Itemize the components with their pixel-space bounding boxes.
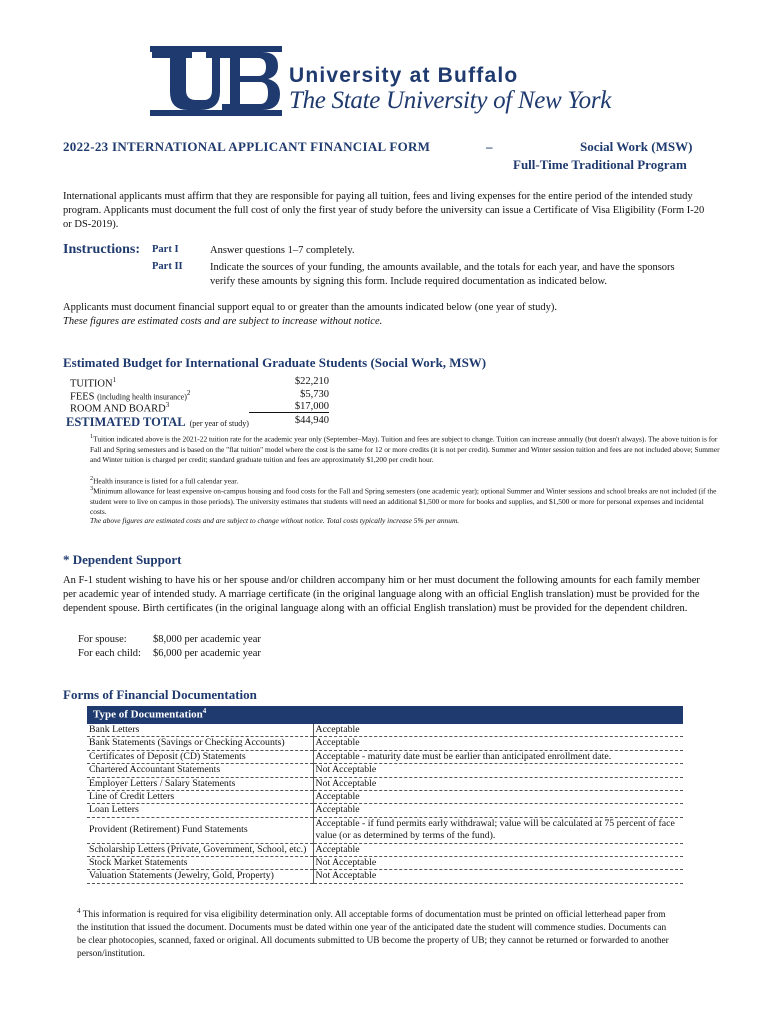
docs-table (87, 706, 683, 884)
fees-sup: 2 (186, 389, 191, 397)
table-row (87, 750, 683, 763)
docs-footnote (77, 905, 677, 961)
fees-amount: $5,730 (300, 389, 329, 400)
tuition-amount: $22,210 (294, 376, 329, 387)
docs-col-sup: 4 (202, 707, 207, 715)
table-row (87, 724, 683, 737)
part2-label: Part II (152, 261, 183, 272)
child-label: For each child: (78, 648, 141, 659)
requirement-text (63, 301, 713, 329)
fn2-text: Health insurance is listed for a full calendar year. (93, 476, 239, 486)
tuition-sup: 1 (112, 376, 117, 384)
room-amount: $17,000 (249, 401, 329, 413)
tuition-label (70, 376, 116, 390)
spouse-label: For spouse: (78, 634, 127, 645)
dependent-text: An F-1 student wishing to have his or her spouse and/or children accompany him or her must document the following amounts for each family member per academic year of intended study. A marriage certificate (in the original language along with an official English translation) must be provided for the dependent spouse. Birth certificates (in the original language along with an official English translation) must be provided for the dependent children. (63, 575, 700, 614)
docs-table-header (87, 706, 683, 724)
doc-type: Loan Letters (87, 804, 313, 817)
intro-paragraph: International applicants must affirm that they are responsible for paying all tuition, fees and living expenses for the entire period of the intended study program. Applicants must document the full cost of only the first year of study before the university can issue a Certificate of Visa Eligibility (Form I-20 or DS-2019). (63, 191, 705, 230)
table-row (87, 804, 683, 817)
requirement-line1: Applicants must document financial support equal to or greater than the amounts indicated below (one year of study). (63, 302, 557, 313)
fn3-text: Minimum allowance for least expensive on-campus housing and food costs for the Fall and Spring semesters (one academic year); optional Summer and Winter sessions and school breaks are not included (if the student were to live on campus in those periods). The university estimates that students will need an additional $1,500 or more for books and supplies, and $1,500 or more for personal expenses and incidental costs. (90, 486, 717, 517)
docs-fn-sup: 4 (77, 907, 81, 915)
doc-status: Not Acceptable (313, 764, 683, 777)
doc-status: Not Acceptable (313, 857, 683, 870)
budget-heading: Estimated Budget for International Graduate Students (Social Work, MSW) (63, 355, 487, 370)
doc-status: Not Acceptable (313, 777, 683, 790)
doc-type: Provident (Retirement) Fund Statements (87, 817, 313, 843)
program-name: Social Work (MSW) (580, 139, 693, 154)
logo-wordmark: University at Buffalo (289, 64, 519, 87)
doc-type: Chartered Accountant Statements (87, 764, 313, 777)
table-row (87, 817, 683, 843)
total-label (66, 413, 249, 431)
doc-type: Employer Letters / Salary Statements (87, 777, 313, 790)
ub-logo (150, 46, 282, 121)
doc-status: Acceptable (313, 843, 683, 856)
docs-heading: Forms of Financial Documentation (63, 687, 257, 702)
docs-rows (87, 724, 683, 884)
dependent-heading: * Dependent Support (63, 552, 182, 567)
tuition-label-text: TUITION (70, 378, 113, 390)
doc-status: Not Acceptable (313, 870, 683, 883)
docs-fn-text: This information is required for visa eligibility determination only. All acceptable forms of documentation must be printed on official letterhead paper from the institution that issued the document. Documents must be dated within one year of the anticipated date the student will commence studies. Documents can be clear photocopies, scanned, faxed or original. All documents submitted to UB become the property of UB; they cannot be returned or forwarded to another person/institution. (77, 910, 669, 960)
doc-type: Bank Letters (87, 724, 313, 737)
room-label-text: ROOM AND BOARD (70, 403, 166, 415)
doc-status: Acceptable (313, 724, 683, 737)
footnote-estimate: The above figures are estimated costs and are subject to change without notice. Total costs typically increase 5% per annum. (90, 516, 460, 525)
instructions-label: Instructions: (63, 242, 141, 257)
doc-type: Bank Statements (Savings or Checking Accounts) (87, 737, 313, 750)
part1-label: Part I (152, 244, 179, 255)
table-row (87, 857, 683, 870)
doc-type: Scholarship Letters (Private, Government, School, etc.) (87, 843, 313, 856)
footnote-3 (90, 484, 720, 518)
doc-status: Acceptable (313, 737, 683, 750)
doc-status: Acceptable - if fund permits early withdrawal; value will be calculated at 75 percent of face value (or as determined by terms of the fund). (313, 817, 683, 843)
form-title: 2022-23 INTERNATIONAL APPLICANT FINANCIAL FORM (63, 139, 431, 154)
doc-status: Acceptable (313, 804, 683, 817)
fn3-sup: 3 (90, 486, 94, 492)
logo-subtitle: The State University of New York (289, 87, 612, 114)
ub-monogram-icon (150, 46, 282, 116)
program-type: Full-Time Traditional Program (513, 157, 687, 172)
doc-type: Line of Credit Letters (87, 791, 313, 804)
title-dash: – (486, 139, 493, 154)
table-row (87, 791, 683, 804)
table-row (87, 870, 683, 883)
table-row (87, 777, 683, 790)
doc-status: Acceptable (313, 791, 683, 804)
total-label-text: ESTIMATED TOTAL (66, 415, 186, 429)
part1-text: Answer questions 1–7 completely. (210, 245, 355, 256)
part2-text: Indicate the sources of your funding, the amounts available, and the totals for each year, and have the sponsors verify these amounts by signing this form. Include required documentation as indicated below. (210, 262, 675, 287)
doc-status: Acceptable - maturity date must be earlier than anticipated enrollment date. (313, 750, 683, 763)
docs-col-header: Type of Documentation (93, 708, 203, 721)
fees-label-text: FEES (70, 391, 95, 403)
fees-note: (including health insurance) (97, 392, 187, 402)
fn1-text: Tuition indicated above is the 2021-22 tuition rate for the academic year only (September–May). Tuition and fees are subject to change. Tuition can increase annually (but doesn't always). The above tuition is for Fall and Spring semesters and is based on the "flat tuition" model where the cost is the same for 12 or more credits (it is not per credit). Summer and Winter session tuition and fees are not included above; Summer and Winter tuition is charged per credit; standard graduate tuition and fees are approximately $1,200 per credit hour. (90, 434, 720, 465)
total-amount: $44,940 (294, 415, 329, 426)
doc-type: Certificates of Deposit (CD) Statements (87, 750, 313, 763)
spouse-amount: $8,000 per academic year (153, 634, 261, 645)
footnote-1 (90, 432, 720, 466)
child-amount: $6,000 per academic year (153, 648, 261, 659)
table-row (87, 764, 683, 777)
total-note: (per year of study) (189, 419, 249, 428)
table-row (87, 843, 683, 856)
requirement-line2: These figures are estimated costs and are subject to increase without notice. (63, 316, 383, 327)
table-row (87, 737, 683, 750)
doc-type: Valuation Statements (Jewelry, Gold, Property) (87, 870, 313, 883)
room-sup: 3 (165, 401, 170, 409)
fn1-sup: 1 (90, 434, 94, 440)
fn2-sup: 2 (90, 476, 94, 482)
doc-type: Stock Market Statements (87, 857, 313, 870)
